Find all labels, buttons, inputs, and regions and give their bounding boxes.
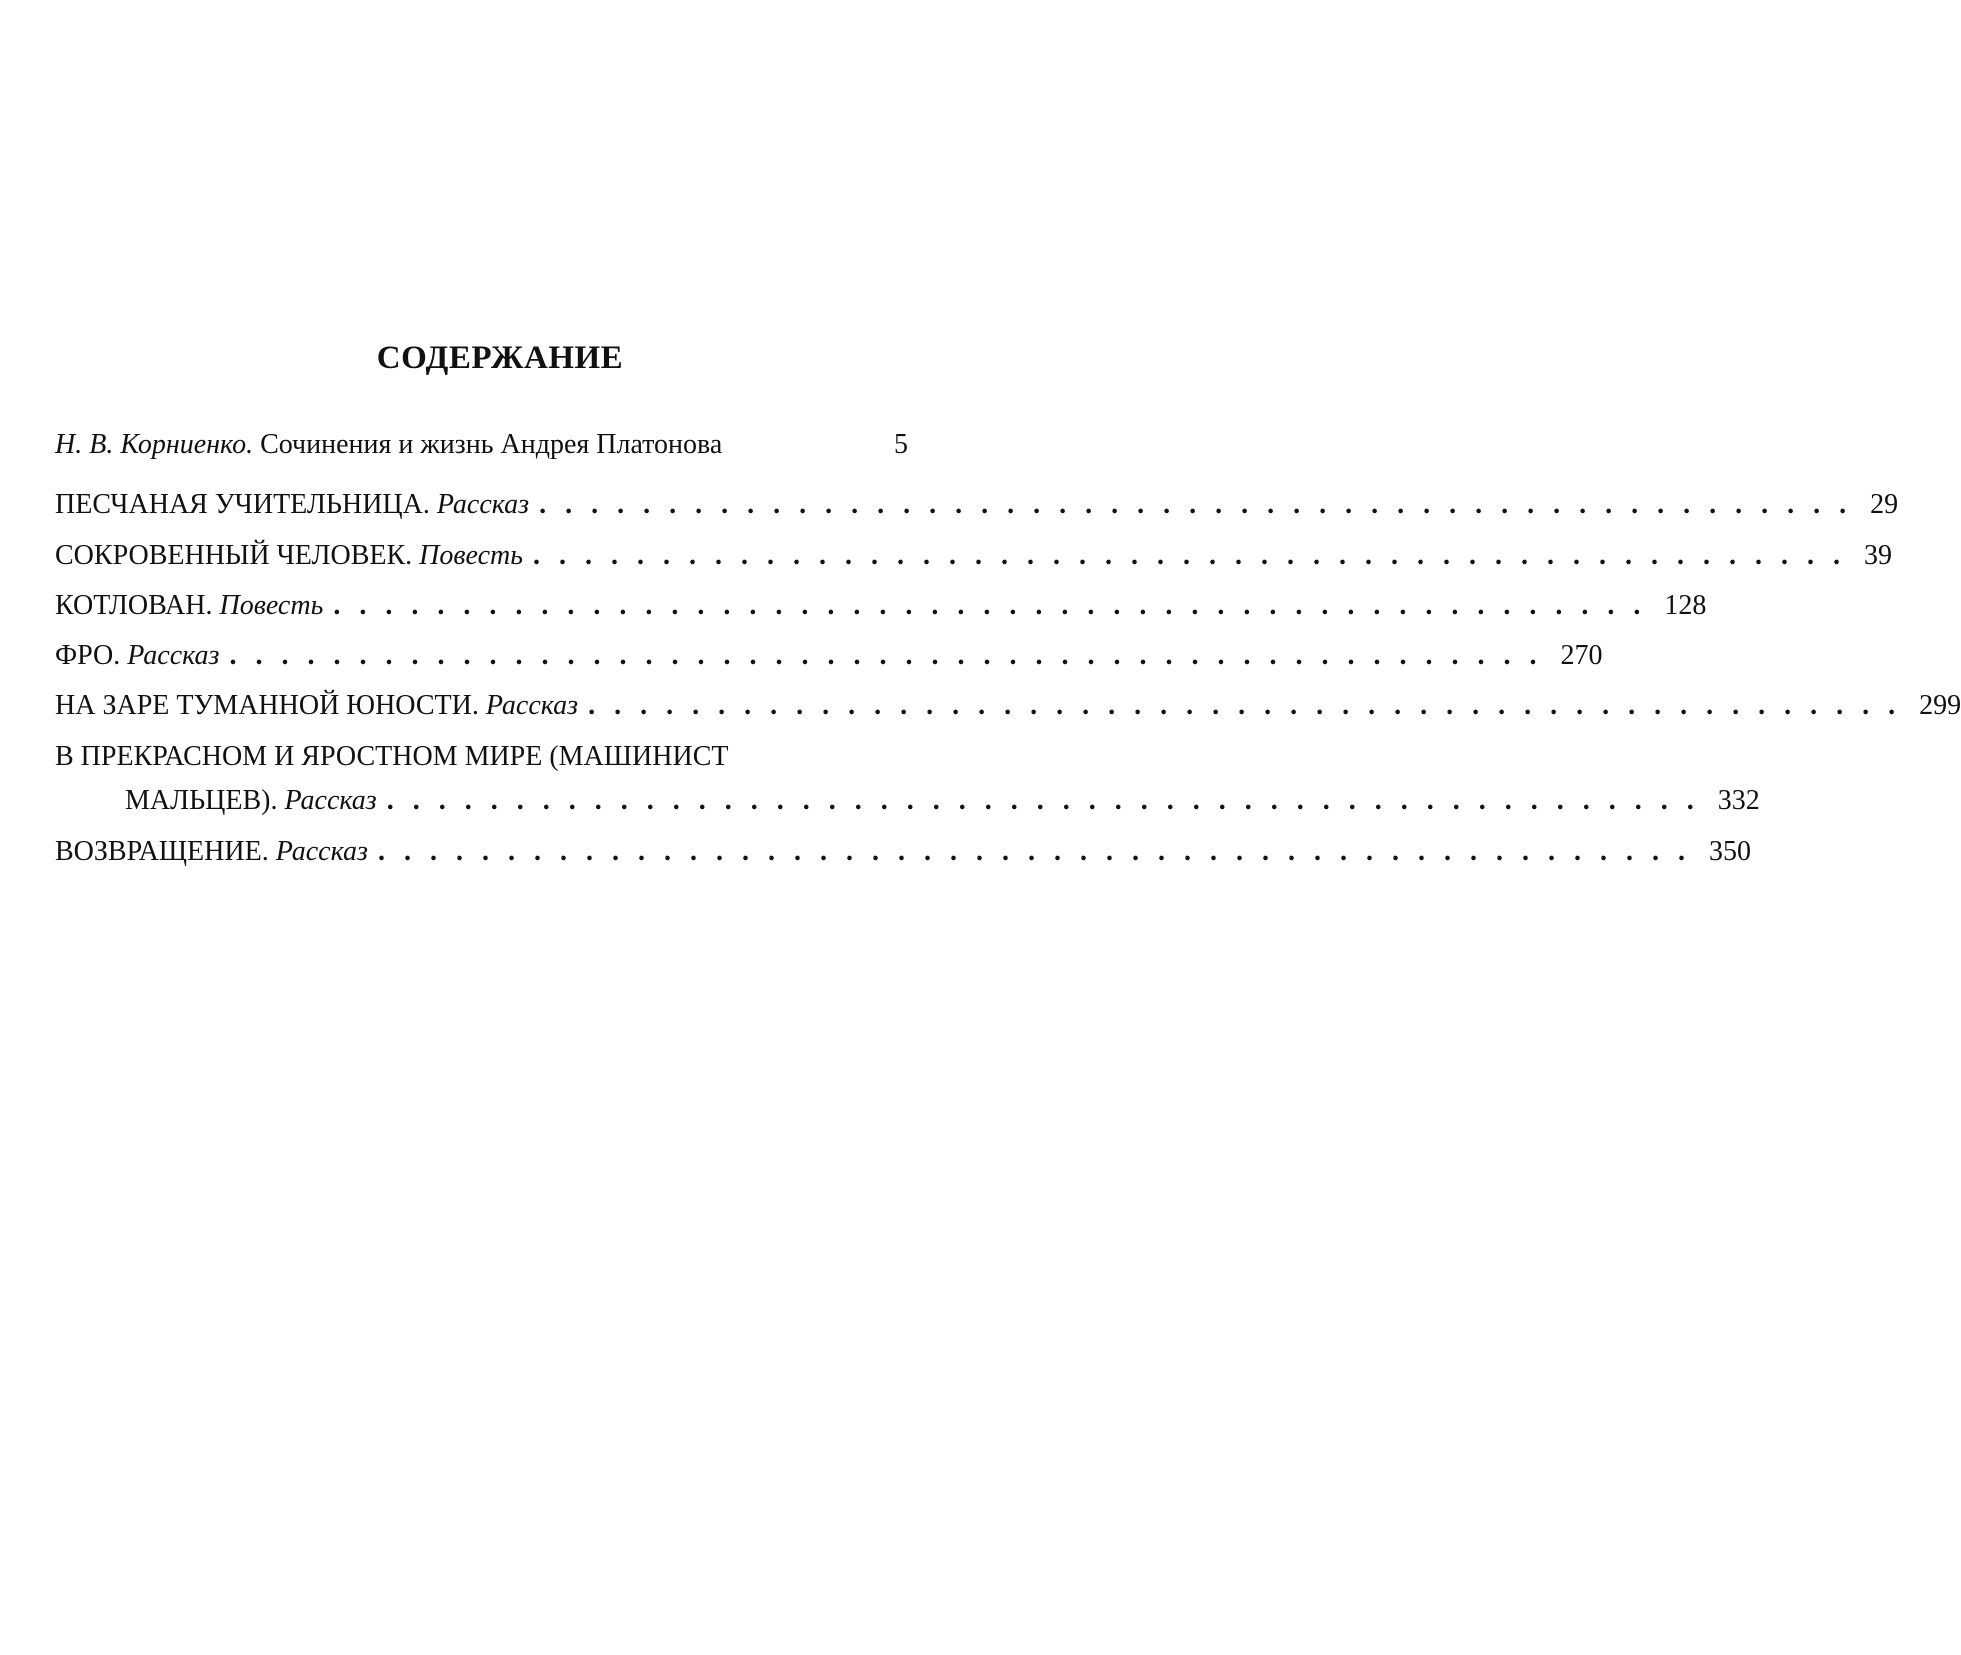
toc-entry-title: МАЛЬЦЕВ). [125, 785, 278, 816]
toc-entry [55, 536, 1892, 576]
toc-entry-author: Н. В. Корниенко. [55, 429, 254, 460]
toc-entry-title: НА ЗАРЕ ТУМАННОЙ ЮНОСТИ. [55, 690, 479, 721]
toc-entry-text [125, 781, 377, 821]
toc-entry-page: 128 [1664, 590, 1707, 621]
toc-entry [55, 485, 1899, 525]
dot-leader: . . . . . . . . . . . . . . . . . . . . . . . . . . . . . . . . . . . . . . . . . . . . . . . . . . . [588, 690, 1902, 721]
toc-entry-genre: Повесть [219, 590, 324, 621]
toc-entry-intro [55, 425, 908, 465]
toc-entry [55, 832, 1751, 872]
toc-entry-genre: Рассказ [436, 489, 530, 520]
toc-entry-genre: Повесть [419, 540, 523, 571]
toc-entry-title: СОКРОВЕННЫЙ ЧЕЛОВЕК. [55, 540, 413, 571]
toc-entry-title: ФРО. [55, 640, 121, 671]
toc-entry-page: 39 [1864, 540, 1892, 571]
toc-entry [55, 636, 1603, 676]
toc-entry-title: КОТЛОВАН. [55, 590, 213, 621]
dot-leader: . . . . . . . . . . . . . . . . . . . . . . . . . . . . . . . . . . . . . . . . . . . . . . . . . . . [539, 489, 1853, 520]
toc-entry-text [55, 636, 219, 676]
toc-entry-text [55, 425, 722, 465]
toc-entry-genre: Рассказ [127, 640, 220, 671]
toc-entry-text [55, 485, 529, 525]
toc-entry [55, 686, 1961, 726]
toc-entry-page: 270 [1560, 640, 1603, 671]
dot-leader: . . . . . . . . . . . . . . . . . . . . . . . . . . . . . . . . . . . . . . . . . . . . . . . . . . . [333, 590, 1647, 621]
dot-leader: . . . . . . . . . . . . . . . . . . . . . . . . . . . . . . . . . . . . . . . . . . . . . . . . . . . [229, 640, 1543, 671]
toc-entry-text [55, 586, 323, 626]
toc-entry-page: 29 [1870, 489, 1899, 520]
toc-entry-page: 350 [1708, 836, 1751, 867]
toc-entry-title: Сочинения и жизнь Андрея Платонова [253, 429, 723, 460]
toc-entry-text [55, 536, 523, 576]
toc-entry-genre: Рассказ [275, 836, 368, 867]
toc-entry-page: 5 [894, 429, 908, 460]
toc-entry-page: 332 [1717, 785, 1760, 816]
toc-entry-page: 299 [1919, 690, 1961, 721]
toc-entry-text [55, 832, 368, 872]
toc-entry-title: ВОЗВРАЩЕНИЕ. [55, 836, 269, 867]
toc-entry [55, 586, 1707, 626]
toc-entry [55, 781, 1760, 821]
toc-entry-title: ПЕСЧАНАЯ УЧИТЕЛЬНИЦА. [55, 489, 430, 520]
dot-leader: . . . . . . . . . . . . . . . . . . . . . . . . . . . . . . . . . . . . . . . . . . . . . . . . . . . [386, 785, 1700, 816]
toc-entry-text [55, 686, 578, 726]
toc-entry-genre: Рассказ [485, 690, 579, 721]
toc-entry-title-line: В ПРЕКРАСНОМ И ЯРОСТНОМ МИРЕ (МАШИНИСТ [55, 741, 729, 772]
dot-leader: . . . . . . . . . . . . . . . . . . . . . . . . . . . . . . . . . . . . . . . . . . . . . . . . . . . [533, 540, 1846, 571]
toc-entry-genre: Рассказ [284, 785, 377, 816]
page-title: СОДЕРЖАНИЕ [376, 340, 624, 376]
dot-leader: . . . . . . . . . . . . . . . . . . . . . . . . . . . . . . . . . . . . . . . . . . . . . . . . . . . [377, 836, 1691, 867]
